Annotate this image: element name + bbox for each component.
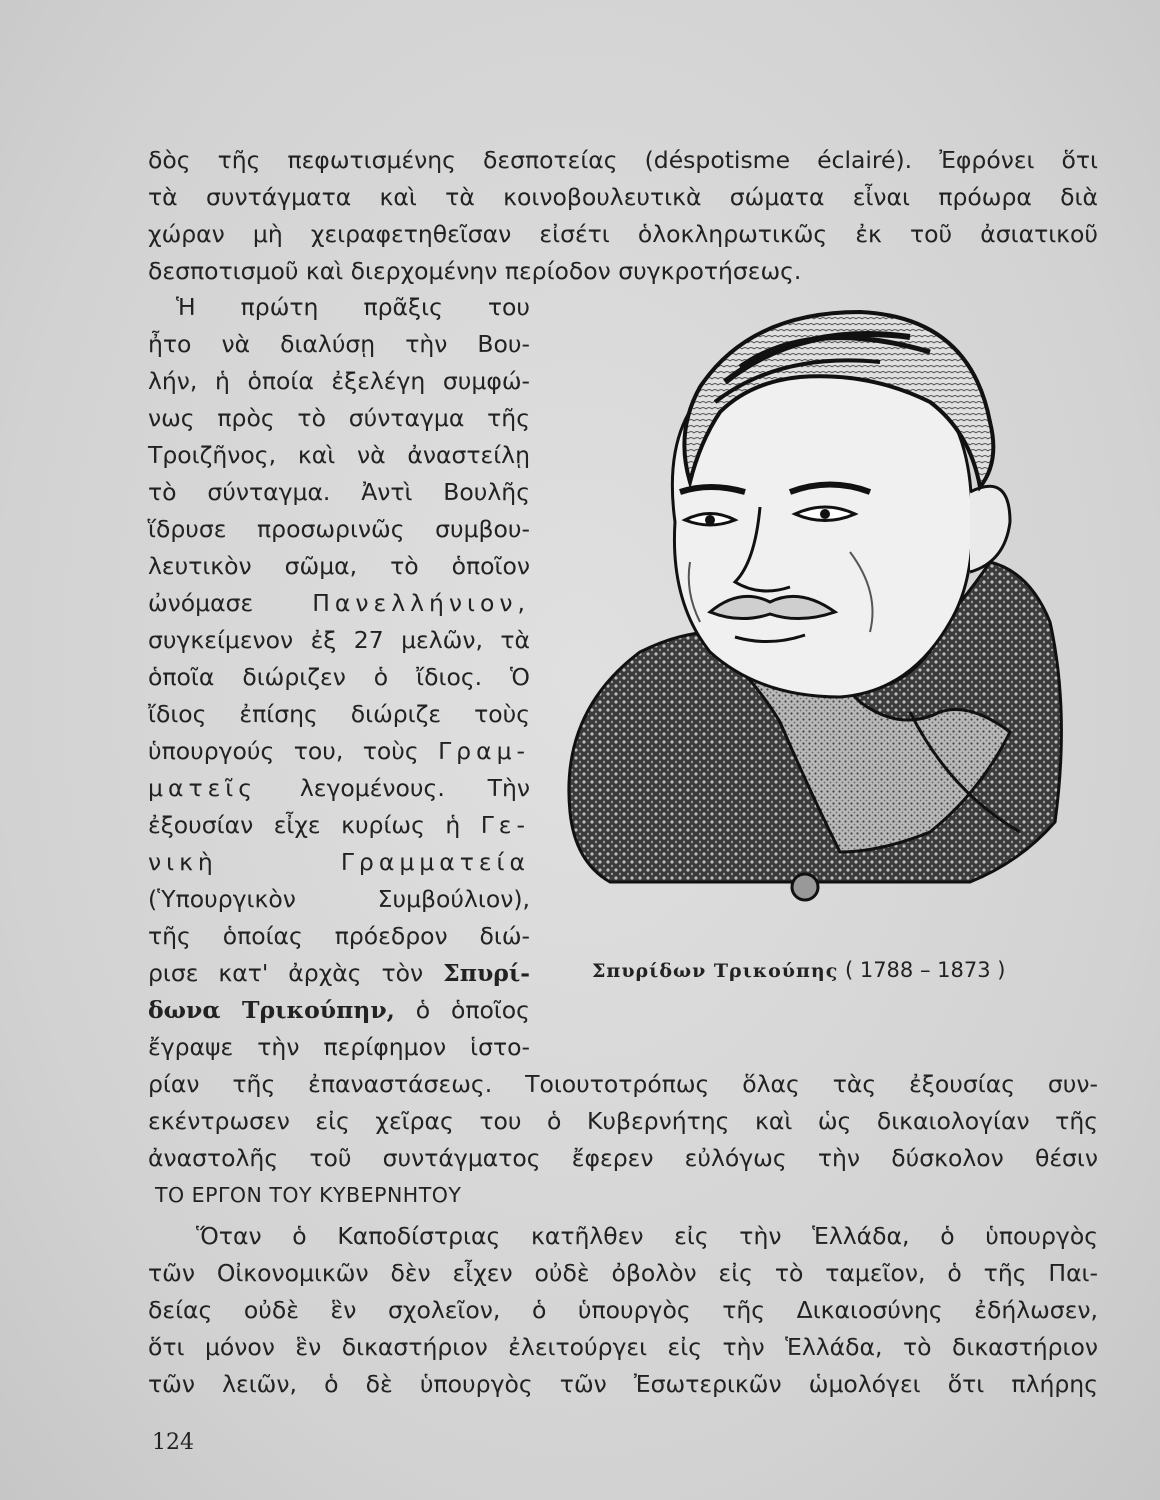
text-line: τῶν Οἰκονομικῶν δὲν εἶχεν οὐδὲ ὀβολὸν εἰς τὸ ταμεῖον, ὁ τῆς Παι- — [148, 1259, 1098, 1287]
text-line — [148, 810, 530, 840]
text-line — [148, 773, 530, 803]
caption-name: Σπυρίδων Τρικούπης — [592, 960, 839, 982]
bold-name: Σπυρί- — [443, 959, 530, 987]
text-line: εκέντρωσεν εἰς χεῖρας του ὁ Κυβερνήτης καὶ ὡς δικαιολογίαν τῆς — [148, 1107, 1098, 1135]
text-line: νως πρὸς τὸ σύνταγμα τῆς — [148, 404, 530, 432]
text-line — [148, 847, 530, 877]
spaced-term: Γε- — [480, 811, 530, 839]
text-line: τῶν λειῶν, ὁ δὲ ὑπουργὸς τῶν Ἐσωτερικῶν ὡμολόγει ὅτι πλήρης — [148, 1370, 1098, 1398]
text-fragment: ρισε κατ' ἀρχὰς τὸν — [148, 959, 424, 987]
text-fragment: ὁ ὁποῖος — [415, 996, 530, 1024]
section-heading: ΤΟ ΕΡΓΟΝ ΤΟΥ ΚΥΒΕΡΝΗΤΟΥ — [155, 1183, 462, 1207]
text-line: ἴδιος ἐπίσης διώριζε τοὺς — [148, 700, 530, 728]
text-line: δείας οὐδὲ ἓν σχολεῖον, ὁ ὑπουργὸς τῆς Δικαιοσύνης ἐδήλωσεν, — [148, 1296, 1098, 1324]
page-number: 124 — [152, 1430, 194, 1455]
text-fragment: λεγομένους. Τὴν — [299, 774, 530, 802]
portrait-illustration — [550, 292, 1080, 912]
text-line: τὰ συντάγματα καὶ τὰ κοινοβουλευτικὰ σώματα εἶναι πρόωρα διὰ — [148, 183, 1098, 211]
text-line: ὅτι μόνον ἓν δικαστήριον ἐλειτούργει εἰς τὴν Ἑλλάδα, τὸ δικαστήριον — [148, 1333, 1098, 1361]
text-fragment: ὠνόμασε — [148, 589, 254, 617]
text-line: ἔγραψε τὴν περίφημον ἱστο- — [148, 1033, 530, 1061]
text-line — [148, 588, 530, 618]
text-line: δεσποτισμοῦ καὶ διερχομένην περίοδον συγκροτήσεως. — [148, 257, 802, 285]
text-line: τὸ σύνταγμα. Ἀντὶ Βουλῆς — [148, 478, 530, 506]
text-line: (Ὑπουργικὸν Συμβούλιον), — [148, 885, 530, 913]
spaced-term: νικὴ — [148, 848, 218, 876]
text-line: δὸς τῆς πεφωτισμένης δεσποτείας (déspotisme éclairé). Ἐφρόνει ὅτι — [148, 146, 1098, 174]
text-line: ἀναστολῆς τοῦ συντάγματος ἔφερεν εὐλόγως τὴν δύσκολον θέσιν — [148, 1144, 1098, 1172]
spaced-term: Γραμματεία — [340, 848, 530, 876]
text-line: Ὅταν ὁ Καποδίστριας κατῆλθεν εἰς τὴν Ἑλλάδα, ὁ ὑπουργὸς — [196, 1222, 1098, 1250]
text-line: ἵδρυσε προσωρινῶς συμβου- — [148, 515, 530, 543]
caption-years: ( 1788 – 1873 ) — [844, 958, 1006, 982]
text-fragment: ἐξουσίαν εἶχε κυρίως ἡ — [148, 811, 461, 839]
text-line: λήν, ἡ ὁποία ἐξελέγη συμφώ- — [148, 367, 530, 395]
spaced-term: Γραμ- — [438, 737, 530, 765]
bold-name: δωνα Τρικούπην, — [148, 996, 395, 1024]
text-line: ρίαν τῆς ἐπαναστάσεως. Τοιουτοτρόπως ὅλας τὰς ἐξουσίας συν- — [148, 1070, 1098, 1098]
text-line: λευτικὸν σῶμα, τὸ ὁποῖον — [148, 552, 530, 580]
spaced-term: ματεῖς — [148, 774, 258, 802]
text-line: χώραν μὴ χειραφετηθεῖσαν εἰσέτι ὁλοκληρωτικῶς ἐκ τοῦ ἀσιατικοῦ — [148, 220, 1098, 248]
text-line: ὁποῖα διώριζεν ὁ ἴδιος. Ὁ — [148, 663, 530, 691]
text-line — [148, 736, 530, 766]
text-line: τῆς ὁποίας πρόεδρον διώ- — [148, 922, 530, 950]
text-line: ἦτο νὰ διαλύσῃ τὴν Βου- — [148, 330, 530, 358]
text-line: Τροιζῆνος, καὶ νὰ ἀναστείλῃ — [148, 441, 530, 469]
spaced-term: Πανελλήνιον, — [312, 589, 530, 617]
text-line: Ἡ πρώτη πρᾶξις του — [176, 293, 530, 321]
portrait-caption — [592, 958, 1005, 982]
text-line — [148, 958, 530, 988]
text-line — [148, 995, 530, 1025]
text-line: συγκείμενον ἐξ 27 μελῶν, τὰ — [148, 626, 530, 654]
text-fragment: ὑπουργούς του, τοὺς — [148, 737, 419, 765]
